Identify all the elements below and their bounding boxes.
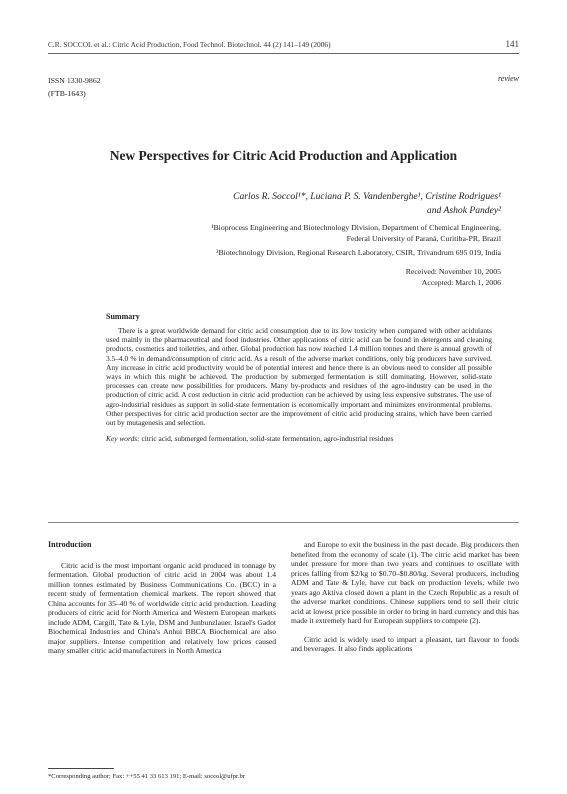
- introduction-heading: Introduction: [48, 540, 92, 549]
- keywords-list: citric acid, submerged fermentation, solid-state fermentation, agro-industrial residues: [139, 434, 394, 444]
- right-column: [291, 540, 519, 654]
- issn: ISSN 1330-9862: [48, 76, 101, 85]
- footnote: *Corresponding author; Fax: ++55 41 33 613 191; E-mail: soccol@ufpr.br: [48, 773, 246, 780]
- article-title: New Perspectives for Citric Acid Production and Application: [109, 148, 458, 163]
- affiliation-1: [101, 222, 501, 244]
- running-head: [48, 40, 519, 52]
- authors: [141, 190, 501, 218]
- header-divider: [48, 53, 519, 54]
- received-date: Received: November 10, 2005: [405, 267, 501, 276]
- accepted-date: Accepted: March 1, 2006: [421, 278, 501, 287]
- intro-paragraph-1: Citric acid is the most important organic acid produced in tonnage by fermentation. Global production of citric acid in 2004 was about 1.4 million tonnes estimated by Business Communications Co. (BCC) in a recent study of fermentation chemical markets. The report showed that China accounts for 35–40 % of worldwide citric acid production. Leading producers of citric acid for North America and Western European markets include ADM, Cargill, Tate & Lyle, DSM and Junbunzlauer. Israel's Gadot Biochemical Industries and China's Anhui BBCA Biochemical are also major suppliers. Intense competition and relatively low prices caused many smaller citric acid manufacturers in North America: [48, 560, 276, 655]
- dates: [406, 266, 501, 288]
- summary-text: There is a great worldwide demand for citric acid consumption due to its low toxicity when compared with other acidulants used mainly in the pharmaceutical and food industries. Other applications of citric acid can be found in detergents and cleaning products, cosmetics and toiletries, and other. Global production has now reached 1.4 million tonnes and there is annual growth of 3.5–4.0 % in demand/consumption of citric acid. As a result of the adverse market conditions, only big producers have survived. Any increase in citric acid productivity would be of potential interest and hence there is an obvious need to consider all possible ways in which this might be achieved. The production by submerged fermentation is still dominating. However, solid-state processes can create new possibilities for producers. Many by-products and residues of the agro-industry can be used in the production of citric acid. A cost reduction in citric acid production can be achieved by using less expensive substrates. The use of agro-industrial residues as support in solid-state fermentation is economically important and minimizes environmental problems. Other perspectives for citric acid production sector are the improvement of citric acid producing strains, which have been carried out by mutagenesis and selection.: [106, 326, 492, 428]
- footnote-divider: [48, 768, 114, 769]
- authors-line-2: and Ashok Pandey²: [426, 205, 501, 216]
- authors-line-1: Carlos R. Soccol¹*, Luciana P. S. Vandenberghe¹, Cristine Rodrigues¹: [233, 191, 501, 202]
- left-column: [48, 540, 276, 656]
- intro-paragraph-2: Citric acid is widely used to impart a pleasant, tart flavour to foods and beverages. It also finds applications: [291, 634, 519, 653]
- intro-paragraph-1-continued: and Europe to exit the business in the past decade. Big producers then benefited from the economy of scale (1). The citric acid market has been under pressure for more than two years and continues to oscillate with prices falling from $2/kg to $0.70–$0.80/kg. Several producers, including ADM and Tate & Lyle, have cut back on production levels, while two years ago Aktiva closed down a plant in the Czech Republic as a result of the adverse market conditions. Chinese suppliers tend to sell their citric acid at lowest price possible in order to bring in hard currency and this has made it extremely hard for European suppliers to compete (2).: [291, 540, 519, 625]
- summary-section: [106, 312, 492, 443]
- keywords: [106, 434, 492, 443]
- summary-heading: Summary: [106, 312, 140, 321]
- keywords-label: Key words:: [106, 434, 140, 444]
- article-type: review: [497, 74, 519, 83]
- affiliation-2: ²Biotechnology Division, Regional Research Laboratory, CSIR, Trivandrum 695 019, India: [216, 248, 501, 257]
- issn-block: [48, 74, 101, 100]
- running-head-citation: C.R. SOCCOL et al.: Citric Acid Production, Food Technol. Biotechnol. 44 (2) 141–149 (2006): [48, 40, 331, 49]
- page-number: 141: [505, 39, 519, 49]
- section-divider: [48, 522, 519, 523]
- ftb-code: (FTB-1643): [48, 89, 86, 98]
- affiliation-1-line-2: Federal University of Paraná, Curitiba-PR, Brazil: [346, 234, 501, 243]
- affiliation-1-line-1: ¹Bioprocess Engineering and Biotechnology Division, Department of Chemical Engineering,: [211, 223, 501, 232]
